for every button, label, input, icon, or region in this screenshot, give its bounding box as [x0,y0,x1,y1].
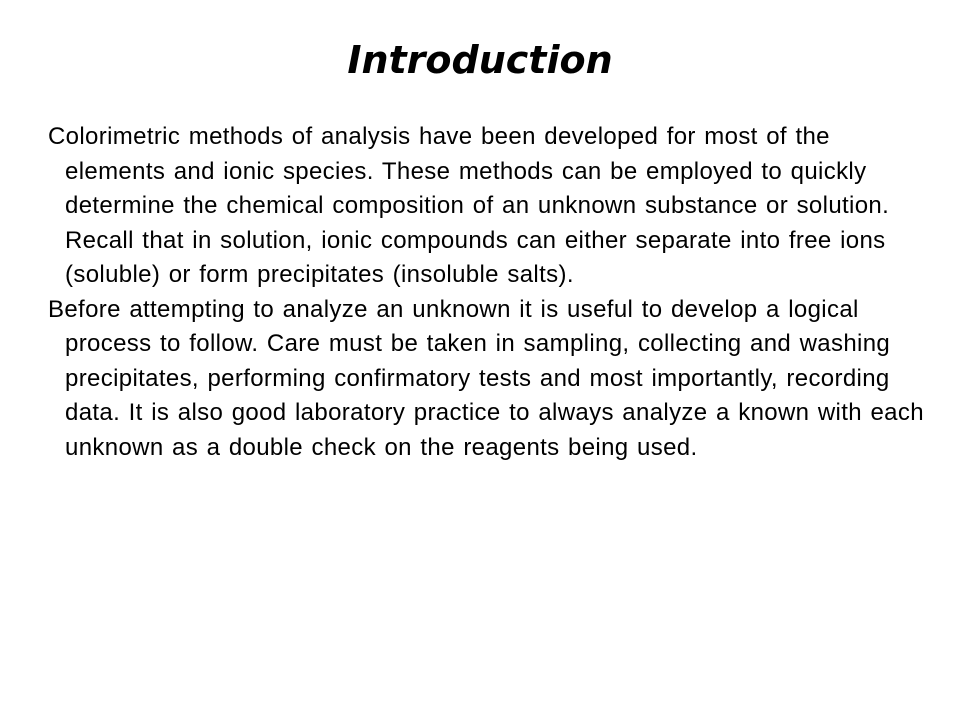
paragraph-colorimetric-methods: Colorimetric methods of analysis have been developed for most of the elements and ionic species. These methods can be employed to quickly determine the chemical composition of an unknown substance or solution. Recall that in solution, ionic compounds can either separate into free ions (soluble) or form precipitates (insoluble salts). [48,123,890,288]
slide-title: Introduction [347,38,613,82]
paragraph-analysis-process: Before attempting to analyze an unknown it is useful to develop a logical process to follow. Care must be taken in sampling, collecting and washing precipitates, performing confirmatory tests and most importantly, recording data. It is also good laboratory practice to always analyze a known with each unknown as a double check on the reagents being used. [48,295,924,461]
slide-body [48,120,926,465]
